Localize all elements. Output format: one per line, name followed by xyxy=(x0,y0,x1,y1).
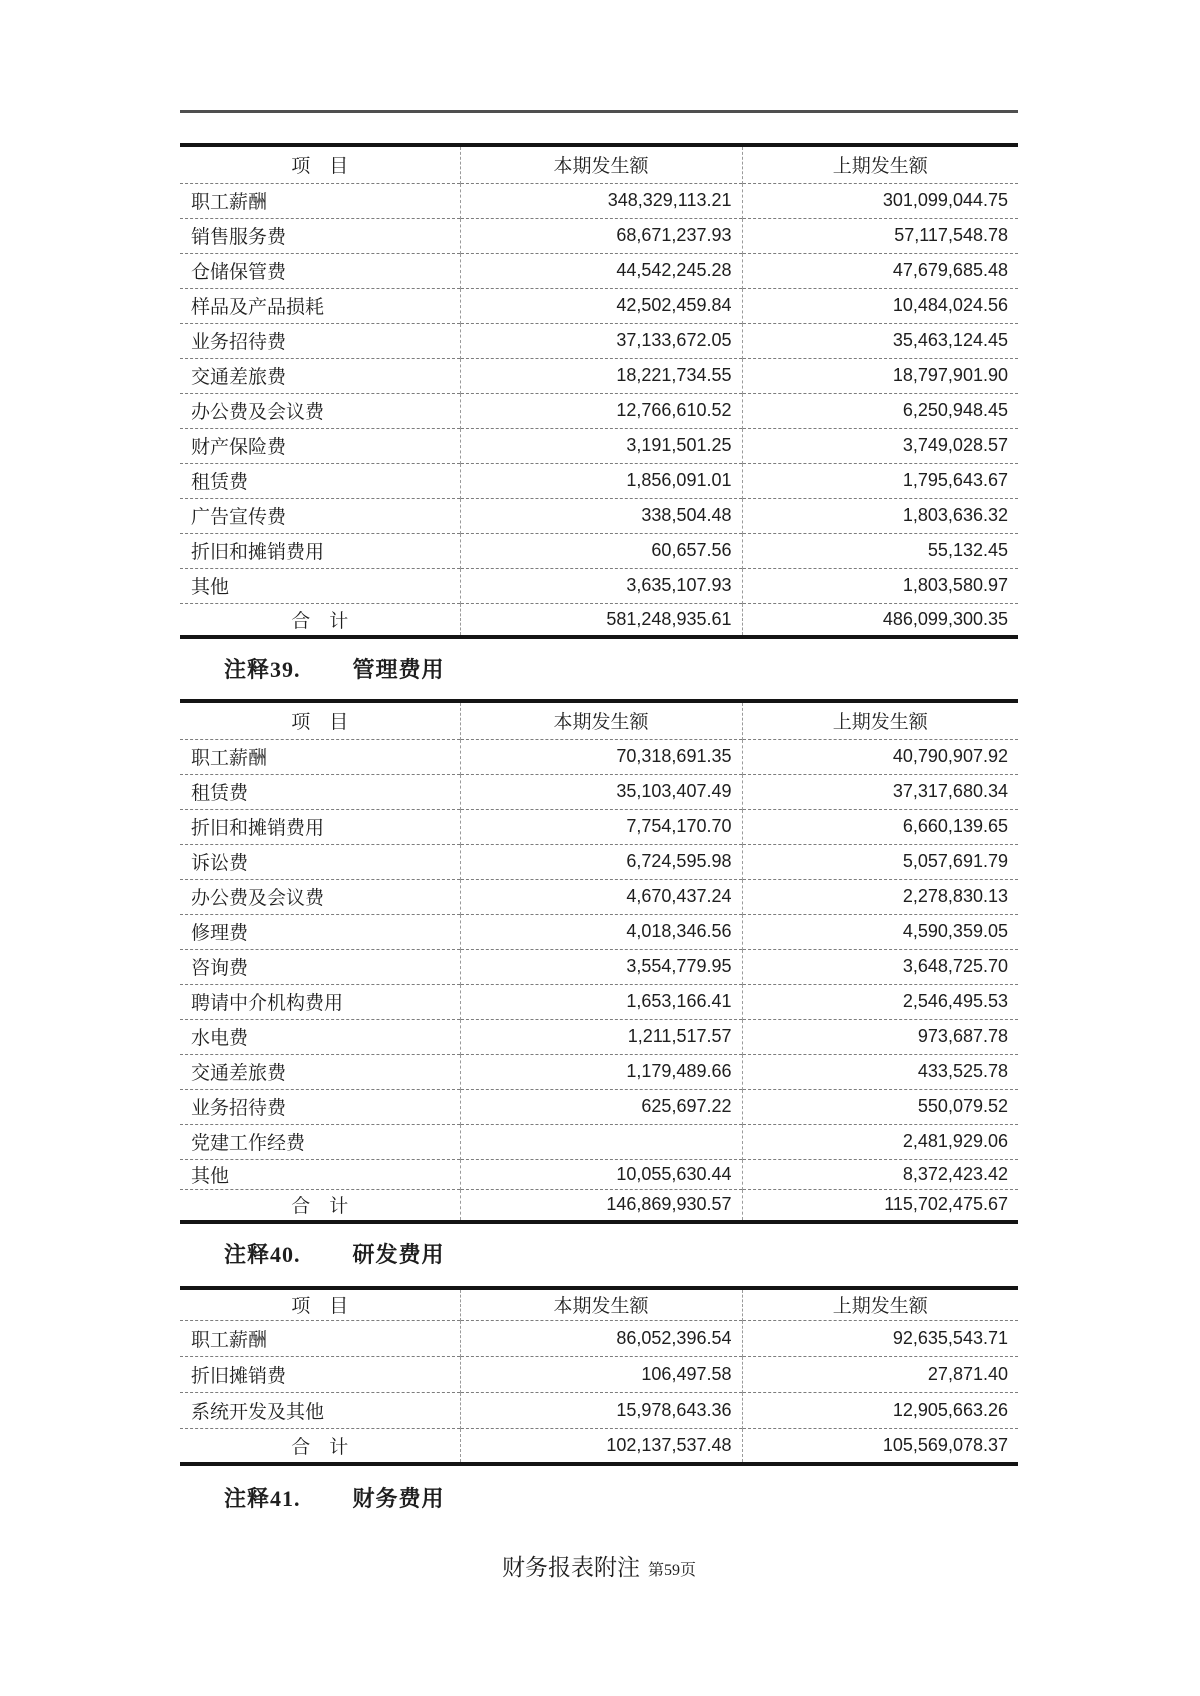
prior-period-amount: 40,790,907.92 xyxy=(742,739,1018,774)
prior-period-amount: 1,795,643.67 xyxy=(742,463,1018,498)
prior-period-amount: 433,525.78 xyxy=(742,1054,1018,1089)
current-period-amount: 1,211,517.57 xyxy=(460,1019,742,1054)
note-number: 注释39. xyxy=(224,657,301,682)
current-period-amount: 35,103,407.49 xyxy=(460,774,742,809)
note-title: 财务费用 xyxy=(352,1486,445,1511)
table-row xyxy=(180,533,1018,568)
current-period-amount: 625,697.22 xyxy=(460,1089,742,1124)
footer-title: 财务报表附注 xyxy=(501,1555,640,1580)
table-row xyxy=(180,253,1018,288)
row-label: 广告宣传费 xyxy=(180,498,460,533)
table-header-row xyxy=(180,701,1018,739)
table-row xyxy=(180,879,1018,914)
prior-period-amount: 973,687.78 xyxy=(742,1019,1018,1054)
prior-period-amount: 47,679,685.48 xyxy=(742,253,1018,288)
header-current-period: 本期发生额 xyxy=(460,701,742,739)
current-period-amount: 10,055,630.44 xyxy=(460,1159,742,1189)
expense-table-rnd xyxy=(180,1286,1018,1466)
table-row xyxy=(180,1356,1018,1392)
table-header-row xyxy=(180,1288,1018,1320)
header-item: 项 目 xyxy=(291,712,349,734)
prior-period-amount: 2,278,830.13 xyxy=(742,879,1018,914)
row-label: 其他 xyxy=(180,1159,460,1189)
row-label: 其他 xyxy=(180,568,460,603)
current-period-amount: 4,670,437.24 xyxy=(460,879,742,914)
table-row xyxy=(180,568,1018,603)
current-period-amount: 3,554,779.95 xyxy=(460,949,742,984)
current-period-amount: 1,653,166.41 xyxy=(460,984,742,1019)
current-period-amount: 68,671,237.93 xyxy=(460,218,742,253)
total-row xyxy=(180,1189,1018,1222)
total-label: 合 计 xyxy=(180,1428,460,1464)
prior-period-amount: 2,481,929.06 xyxy=(742,1124,1018,1159)
current-period-amount: 60,657.56 xyxy=(460,533,742,568)
current-period-amount: 70,318,691.35 xyxy=(460,739,742,774)
prior-period-amount: 55,132.45 xyxy=(742,533,1018,568)
prior-period-amount: 27,871.40 xyxy=(742,1356,1018,1392)
total-row xyxy=(180,603,1018,637)
table-row xyxy=(180,1392,1018,1428)
row-label: 水电费 xyxy=(180,1019,460,1054)
row-label: 业务招待费 xyxy=(180,323,460,358)
current-period-amount: 3,635,107.93 xyxy=(460,568,742,603)
total-row xyxy=(180,1428,1018,1464)
note-heading-40 xyxy=(224,1240,1200,1270)
current-period-amount: 6,724,595.98 xyxy=(460,844,742,879)
current-period-amount: 15,978,643.36 xyxy=(460,1392,742,1428)
table-row xyxy=(180,949,1018,984)
row-label: 修理费 xyxy=(180,914,460,949)
row-label: 职工薪酬 xyxy=(180,1320,460,1356)
total-prior-amount: 105,569,078.37 xyxy=(742,1428,1018,1464)
row-label: 咨询费 xyxy=(180,949,460,984)
current-period-amount: 3,191,501.25 xyxy=(460,428,742,463)
note-number: 注释40. xyxy=(224,1242,301,1267)
current-period-amount: 42,502,459.84 xyxy=(460,288,742,323)
prior-period-amount: 4,590,359.05 xyxy=(742,914,1018,949)
total-label: 合 计 xyxy=(180,603,460,637)
note-title: 研发费用 xyxy=(352,1242,445,1267)
current-period-amount: 348,329,113.21 xyxy=(460,183,742,218)
page-header-rule xyxy=(180,110,1018,113)
header-current-period: 本期发生额 xyxy=(460,1288,742,1320)
table-row xyxy=(180,463,1018,498)
total-prior-amount: 486,099,300.35 xyxy=(742,603,1018,637)
row-label: 租赁费 xyxy=(180,774,460,809)
table-row xyxy=(180,739,1018,774)
current-period-amount: 4,018,346.56 xyxy=(460,914,742,949)
prior-period-amount: 57,117,548.78 xyxy=(742,218,1018,253)
current-period-amount: 18,221,734.55 xyxy=(460,358,742,393)
current-period-amount: 37,133,672.05 xyxy=(460,323,742,358)
row-label: 职工薪酬 xyxy=(180,183,460,218)
table-row xyxy=(180,393,1018,428)
prior-period-amount: 35,463,124.45 xyxy=(742,323,1018,358)
table-row xyxy=(180,1019,1018,1054)
prior-period-amount: 18,797,901.90 xyxy=(742,358,1018,393)
row-label: 系统开发及其他 xyxy=(180,1392,460,1428)
table-row xyxy=(180,288,1018,323)
table-row xyxy=(180,498,1018,533)
table-row xyxy=(180,844,1018,879)
row-label: 职工薪酬 xyxy=(180,739,460,774)
row-label: 诉讼费 xyxy=(180,844,460,879)
page-footer xyxy=(180,1552,1018,1587)
row-label: 折旧摊销费 xyxy=(180,1356,460,1392)
row-label: 办公费及会议费 xyxy=(180,393,460,428)
header-prior-period: 上期发生额 xyxy=(742,701,1018,739)
header-prior-period: 上期发生额 xyxy=(742,145,1018,183)
row-label: 聘请中介机构费用 xyxy=(180,984,460,1019)
current-period-amount: 7,754,170.70 xyxy=(460,809,742,844)
prior-period-amount: 12,905,663.26 xyxy=(742,1392,1018,1428)
table-row xyxy=(180,1124,1018,1159)
header-prior-period: 上期发生额 xyxy=(742,1288,1018,1320)
prior-period-amount: 1,803,636.32 xyxy=(742,498,1018,533)
row-label: 仓储保管费 xyxy=(180,253,460,288)
table-row xyxy=(180,323,1018,358)
current-period-amount xyxy=(460,1124,742,1159)
note-title: 管理费用 xyxy=(352,657,445,682)
row-label: 样品及产品损耗 xyxy=(180,288,460,323)
prior-period-amount: 6,660,139.65 xyxy=(742,809,1018,844)
current-period-amount: 338,504.48 xyxy=(460,498,742,533)
note-heading-41 xyxy=(224,1484,1200,1514)
expense-table-admin xyxy=(180,699,1018,1224)
table-row xyxy=(180,809,1018,844)
total-current-amount: 581,248,935.61 xyxy=(460,603,742,637)
current-period-amount: 1,179,489.66 xyxy=(460,1054,742,1089)
prior-period-amount: 5,057,691.79 xyxy=(742,844,1018,879)
prior-period-amount: 1,803,580.97 xyxy=(742,568,1018,603)
prior-period-amount: 10,484,024.56 xyxy=(742,288,1018,323)
total-label: 合 计 xyxy=(180,1189,460,1222)
row-label: 交通差旅费 xyxy=(180,1054,460,1089)
header-current-period: 本期发生额 xyxy=(460,145,742,183)
row-label: 租赁费 xyxy=(180,463,460,498)
prior-period-amount: 92,635,543.71 xyxy=(742,1320,1018,1356)
footer-page-number: 第59页 xyxy=(647,1562,696,1579)
total-prior-amount: 115,702,475.67 xyxy=(742,1189,1018,1222)
current-period-amount: 44,542,245.28 xyxy=(460,253,742,288)
table-row xyxy=(180,1089,1018,1124)
table-row xyxy=(180,1054,1018,1089)
total-current-amount: 146,869,930.57 xyxy=(460,1189,742,1222)
table-row xyxy=(180,1159,1018,1189)
row-label: 财产保险费 xyxy=(180,428,460,463)
current-period-amount: 1,856,091.01 xyxy=(460,463,742,498)
note-heading-39 xyxy=(224,655,1200,685)
prior-period-amount: 2,546,495.53 xyxy=(742,984,1018,1019)
current-period-amount: 86,052,396.54 xyxy=(460,1320,742,1356)
row-label: 折旧和摊销费用 xyxy=(180,809,460,844)
header-item: 项 目 xyxy=(291,156,349,178)
current-period-amount: 106,497.58 xyxy=(460,1356,742,1392)
header-item: 项 目 xyxy=(291,1296,349,1318)
prior-period-amount: 550,079.52 xyxy=(742,1089,1018,1124)
row-label: 办公费及会议费 xyxy=(180,879,460,914)
prior-period-amount: 301,099,044.75 xyxy=(742,183,1018,218)
table-row xyxy=(180,984,1018,1019)
prior-period-amount: 8,372,423.42 xyxy=(742,1159,1018,1189)
expense-table-selling xyxy=(180,143,1018,639)
row-label: 交通差旅费 xyxy=(180,358,460,393)
table-row xyxy=(180,428,1018,463)
prior-period-amount: 3,648,725.70 xyxy=(742,949,1018,984)
table-row xyxy=(180,358,1018,393)
table-row xyxy=(180,1320,1018,1356)
row-label: 销售服务费 xyxy=(180,218,460,253)
table-row xyxy=(180,218,1018,253)
table-header-row xyxy=(180,145,1018,183)
table-row xyxy=(180,183,1018,218)
note-number: 注释41. xyxy=(224,1486,301,1511)
current-period-amount: 12,766,610.52 xyxy=(460,393,742,428)
table-row xyxy=(180,774,1018,809)
row-label: 业务招待费 xyxy=(180,1089,460,1124)
prior-period-amount: 37,317,680.34 xyxy=(742,774,1018,809)
total-current-amount: 102,137,537.48 xyxy=(460,1428,742,1464)
table-row xyxy=(180,914,1018,949)
row-label: 折旧和摊销费用 xyxy=(180,533,460,568)
row-label: 党建工作经费 xyxy=(180,1124,460,1159)
prior-period-amount: 3,749,028.57 xyxy=(742,428,1018,463)
prior-period-amount: 6,250,948.45 xyxy=(742,393,1018,428)
